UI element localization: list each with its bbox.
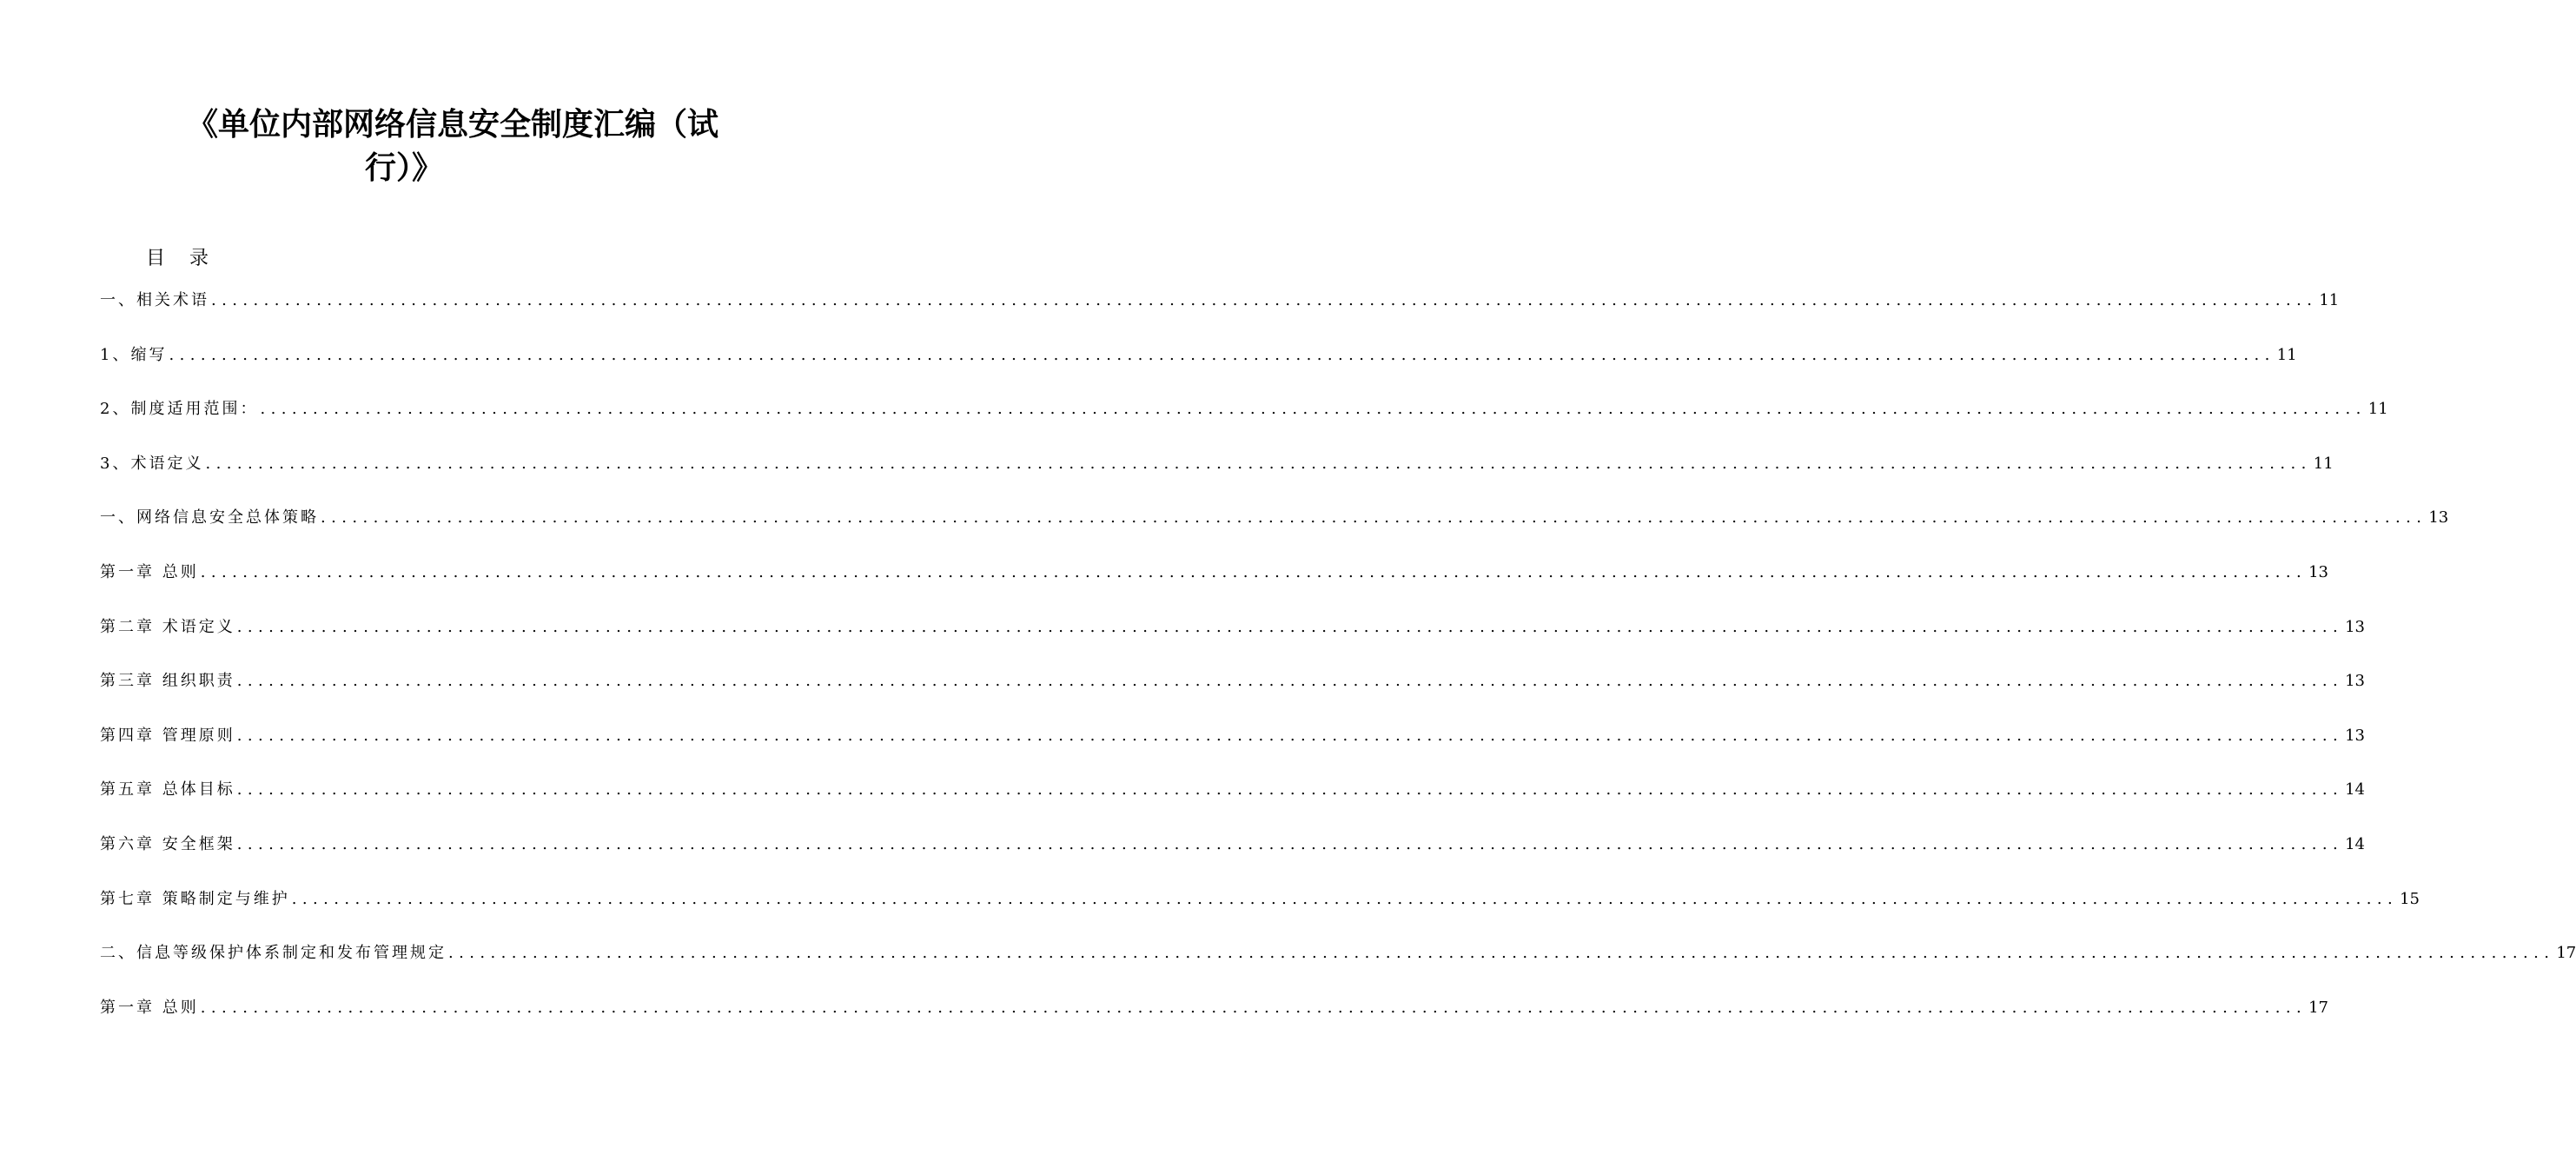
toc-entry-label: 第一章 总则 (100, 562, 199, 581)
toc-entry-page-number: 17 (2556, 944, 2576, 963)
toc-entry-label: 第三章 组织职责 (100, 672, 235, 691)
toc-entry-label: 3、术语定义 (100, 454, 204, 473)
toc-entry-label: 第四章 管理原则 (100, 726, 235, 745)
toc-entry-page-number: 13 (2428, 508, 2449, 528)
toc-entry[interactable] (100, 777, 2365, 832)
toc-dot-leader: ........................................................................................................................................................................................................ (448, 944, 2555, 963)
toc-entry-label: 第七章 策略制定与维护 (100, 889, 290, 908)
toc-entry[interactable] (100, 723, 2365, 778)
toc-entry-page-number: 13 (2345, 617, 2365, 636)
toc-entry-page-number: 17 (2308, 998, 2328, 1017)
toc-entry[interactable] (100, 451, 2334, 506)
toc-dot-leader: ........................................................................................................................................................................................................ (236, 617, 2344, 636)
toc-heading: 目录 (146, 248, 234, 269)
toc-entry-page-number: 15 (2400, 889, 2420, 908)
toc-dot-leader: ........................................................................................................................................................................................................ (321, 508, 2427, 528)
toc-entry[interactable] (100, 886, 2420, 941)
toc-entry[interactable] (100, 614, 2365, 669)
document-title-line-1: 《单位内部网络信息安全制度汇编（试 (187, 107, 719, 143)
toc-entry[interactable] (100, 940, 2576, 995)
toc-entry-page-number: 11 (2319, 291, 2340, 309)
toc-entry-label: 2、制度适用范围： (100, 400, 259, 419)
toc-entry[interactable] (100, 560, 2328, 614)
toc-entry-page-number: 11 (2276, 345, 2297, 364)
toc-entry-label: 第二章 术语定义 (100, 617, 235, 636)
toc-entry-label: 1、缩写 (100, 345, 168, 364)
toc-entry[interactable] (100, 995, 2328, 1050)
toc-entry[interactable] (100, 668, 2365, 723)
toc-dot-leader: ........................................................................................................................................................................................................ (205, 454, 2312, 473)
document-title-line-2: 行）》 (365, 150, 444, 186)
toc-entry-page-number: 11 (2313, 454, 2334, 473)
toc-entry-page-number: 14 (2345, 780, 2365, 800)
toc-entry[interactable] (100, 396, 2388, 451)
toc-entry[interactable] (100, 832, 2365, 886)
toc-dot-leader: ........................................................................................................................................................................................................ (211, 291, 2318, 309)
toc-entry[interactable] (100, 342, 2297, 397)
toc-entry-page-number: 14 (2345, 834, 2365, 853)
toc-entry-label: 第五章 总体目标 (100, 780, 235, 800)
toc-dot-leader: ........................................................................................................................................................................................................ (291, 889, 2399, 908)
toc-entry-page-number: 13 (2345, 726, 2365, 745)
toc-dot-leader: ........................................................................................................................................................................................................ (260, 400, 2367, 419)
toc-entry-page-number: 13 (2345, 672, 2365, 691)
toc-dot-leader: ........................................................................................................................................................................................................ (236, 672, 2344, 691)
toc-dot-leader: ........................................................................................................................................................................................................ (200, 998, 2308, 1017)
toc-entry-label: 第六章 安全框架 (100, 834, 235, 853)
toc-entry-page-number: 13 (2308, 562, 2328, 581)
toc-dot-leader: ........................................................................................................................................................................................................ (200, 562, 2308, 581)
toc-dot-leader: ........................................................................................................................................................................................................ (236, 834, 2344, 853)
toc-entry[interactable] (100, 288, 2340, 342)
toc-entry-label: 一、相关术语 (100, 291, 209, 309)
table-of-contents (100, 288, 2576, 1049)
toc-dot-leader: ........................................................................................................................................................................................................ (169, 345, 2275, 364)
toc-entry[interactable] (100, 505, 2449, 560)
toc-entry-label: 二、信息等级保护体系制定和发布管理规定 (100, 944, 447, 963)
toc-entry-page-number: 11 (2367, 400, 2388, 419)
toc-entry-label: 第一章 总则 (100, 998, 199, 1017)
toc-dot-leader: ........................................................................................................................................................................................................ (236, 780, 2344, 800)
toc-dot-leader: ........................................................................................................................................................................................................ (236, 726, 2344, 745)
toc-entry-label: 一、网络信息安全总体策略 (100, 508, 319, 528)
